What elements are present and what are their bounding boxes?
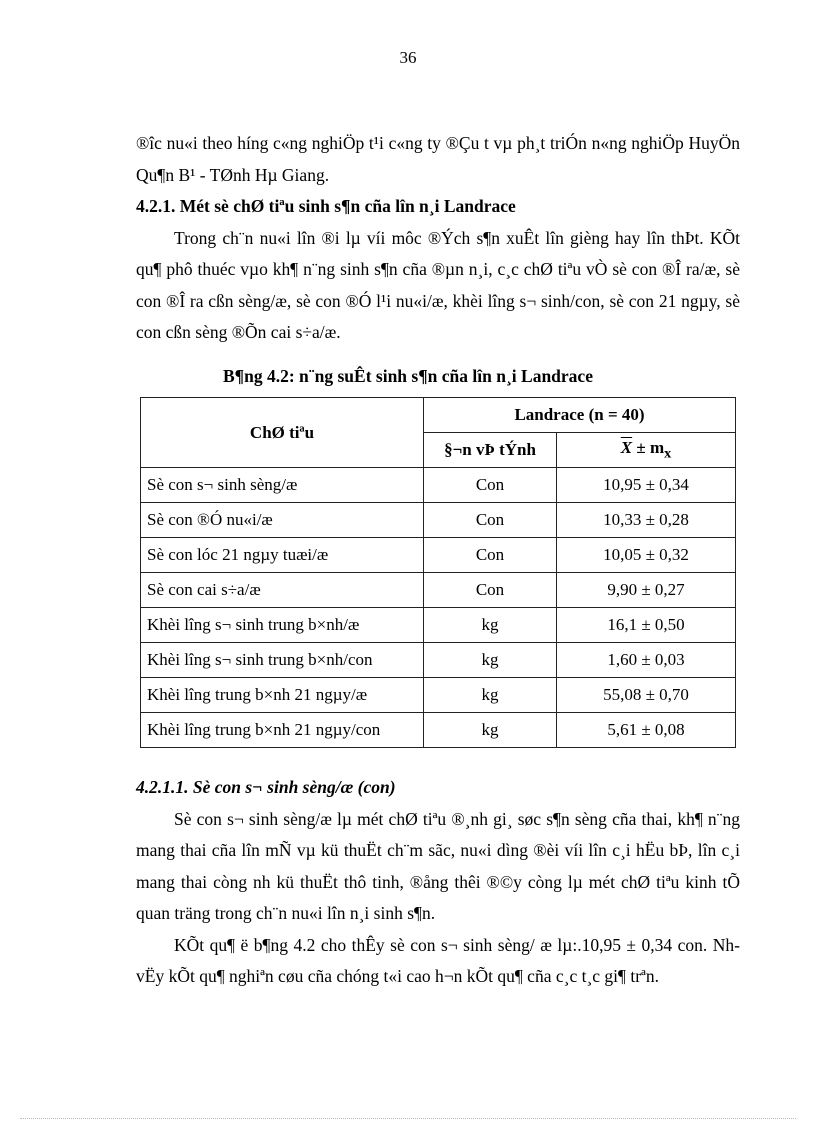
row-indicator: Khèi lîng trung b×nh 21 ngµy/con — [141, 713, 424, 748]
header-stat — [557, 433, 736, 468]
table-row — [141, 573, 736, 608]
row-value: 1,60 ± 0,03 — [557, 643, 736, 678]
row-value: 16,1 ± 0,50 — [557, 608, 736, 643]
table-row — [141, 678, 736, 713]
header-unit: §¬n vÞ tÝnh — [424, 433, 557, 468]
row-indicator: Sè con ®Ó nu«i/æ — [141, 503, 424, 538]
table-row — [141, 538, 736, 573]
subsection-block — [136, 772, 740, 993]
row-indicator: Sè con s¬ sinh sèng/æ — [141, 468, 424, 503]
table-row — [141, 643, 736, 678]
subsection-paragraph-2: KÕt qu¶ ë b¶ng 4.2 cho thÊy sè con s¬ sinh sèng/ æ lµ:.10,95 ± 0,34 con. Nh vËy kÕt qu¶ nghiªn cøu cña chóng t«i cao h¬n kÕt qu¶ cña c¸c t¸c gi¶ trªn. — [136, 934, 740, 986]
subsection-paragraph-1: Sè con s¬ sinh sèng/æ lµ mét chØ tiªu ®¸nh gi¸ søc s¶n sèng cña thai, kh¶ n¨ng mang thai cña lîn mÑ vµ kü thuËt ch¨m sãc, nu«i dìng ®èi víi lîn c¸i hËu bÞ, lîn c¸i mang thai còng nh kü thuËt thô tinh, ®ång thêi ®©y còng lµ mét chØ tiªu kinh tÕ quan träng trong ch¨n nu«i lîn n¸i sinh s¶n. — [136, 808, 740, 923]
page-bottom-divider — [20, 1118, 796, 1119]
subsection-heading: 4.2.1.1. Sè con s¬ sinh sèng/æ (con) — [136, 777, 396, 797]
row-unit: Con — [424, 503, 557, 538]
row-unit: kg — [424, 713, 557, 748]
row-unit: Con — [424, 468, 557, 503]
page-number: 36 — [399, 48, 417, 67]
row-indicator: Khèi lîng trung b×nh 21 ngµy/æ — [141, 678, 424, 713]
row-indicator: Khèi lîng s¬ sinh trung b×nh/con — [141, 643, 424, 678]
row-unit: kg — [424, 608, 557, 643]
section-heading: 4.2.1. Mét sè chØ tiªu sinh s¶n cña lîn n¸i Landrace — [136, 196, 516, 216]
row-indicator: Khèi lîng s¬ sinh trung b×nh/æ — [141, 608, 424, 643]
header-stat-sub: x — [664, 445, 672, 462]
table-caption: B¶ng 4.2: n¨ng suÊt sinh s¶n cña lîn n¸i Landrace — [223, 366, 593, 386]
row-unit: kg — [424, 643, 557, 678]
header-stat-symbol: $\overline{X}$ — [620, 437, 633, 457]
intro-paragraph: ®îc nu«i theo híng c«ng nghiÖp t¹i c«ng ty ®Çu t vµ ph¸t triÓn n«ng nghiÖp HuyÖn Qu¶n B¹ - TØnh Hµ Giang. — [136, 133, 740, 185]
intro-block — [136, 128, 740, 349]
table-row — [141, 468, 736, 503]
row-value: 10,95 ± 0,34 — [557, 468, 736, 503]
table-row — [141, 503, 736, 538]
row-unit: Con — [424, 538, 557, 573]
row-value: 10,05 ± 0,32 — [557, 538, 736, 573]
table-row — [141, 713, 736, 748]
data-table — [140, 397, 736, 748]
section-paragraph: Trong ch¨n nu«i lîn ®i lµ víi môc ®Ých s¶n xuÊt lîn gièng hay lîn thÞt. KÕt qu¶ phô thuéc vµo kh¶ n¨ng sinh s¶n cña ®µn n¸i, c¸c chØ tiªu vÒ sè con ®Î ra/æ, sè con ®Î ra cßn sèng/æ, sè con ®Ó l¹i nu«i/æ, khèi lîng s¬ sinh/con, sè con 21 ngµy, sè con cßn sèng ®Õn cai s÷a/æ. — [136, 227, 740, 342]
row-indicator: Sè con lóc 21 ngµy tuæi/æ — [141, 538, 424, 573]
header-stat-rest: ± m — [632, 437, 665, 457]
row-value: 9,90 ± 0,27 — [557, 573, 736, 608]
header-indicator: ChØ tiªu — [141, 398, 424, 468]
row-unit: kg — [424, 678, 557, 713]
row-unit: Con — [424, 573, 557, 608]
table-header-row — [141, 398, 736, 433]
row-indicator: Sè con cai s÷a/æ — [141, 573, 424, 608]
table-row — [141, 608, 736, 643]
row-value: 5,61 ± 0,08 — [557, 713, 736, 748]
row-value: 10,33 ± 0,28 — [557, 503, 736, 538]
row-value: 55,08 ± 0,70 — [557, 678, 736, 713]
header-group: Landrace (n = 40) — [424, 398, 736, 433]
